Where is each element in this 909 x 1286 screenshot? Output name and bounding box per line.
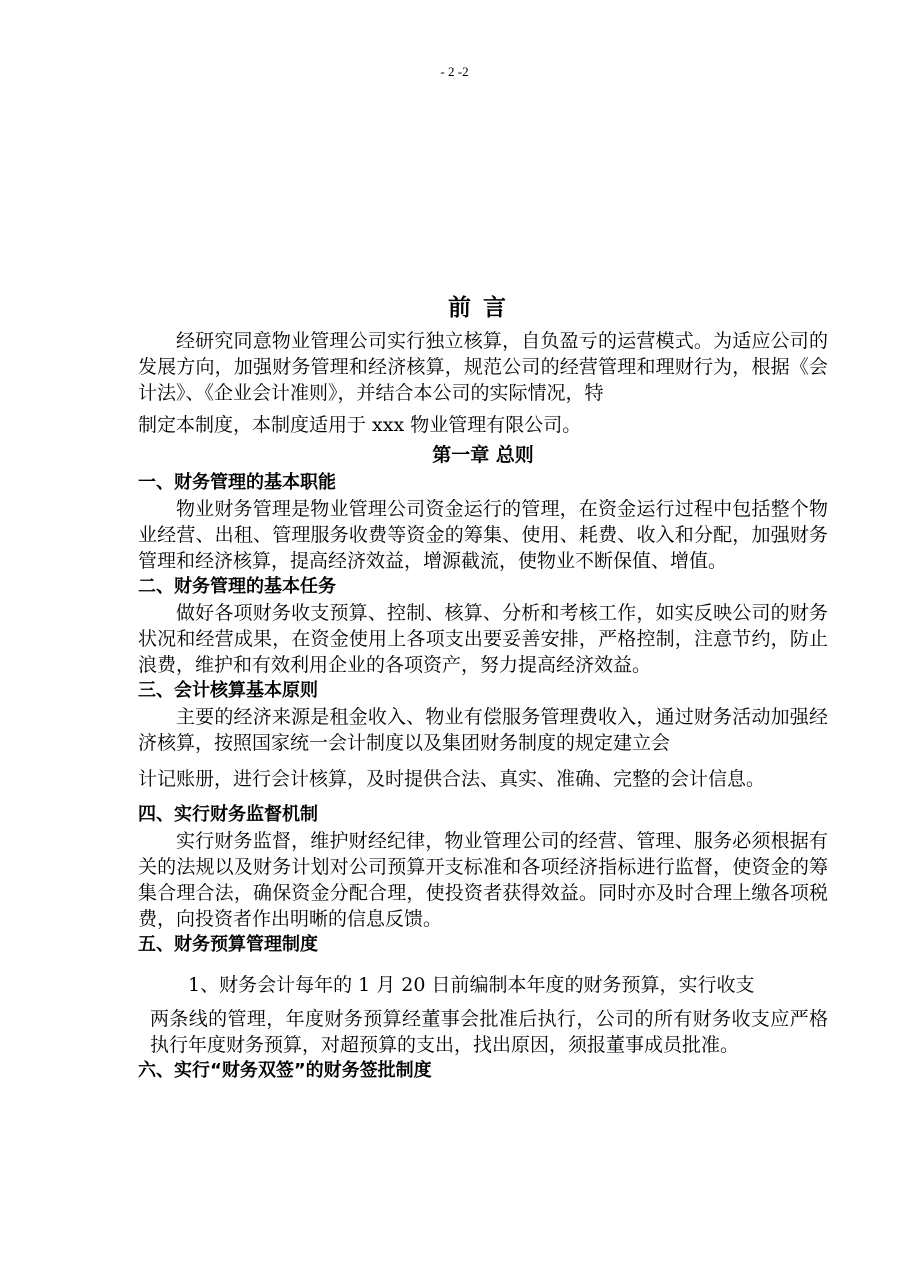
section-body-4: 实行财务监督，维护财经纪律，物业管理公司的经营、管理、服务必须根据有关的法规以及财务计划对公司预算开支标准和各项经济指标进行监督，使资金的筹集合理合法，确保资金分配合理，使投资者获得效益。同时亦及时合理上缴各项税费，向投资者作出明晰的信息反馈。 <box>138 830 828 930</box>
section-body-5-rest: 两条线的管理，年度财务预算经董事会批准后执行，公司的所有财务收支应严格执行年度财务预算，对超预算的支出，找出原因，须报董事成员批准。 <box>150 1008 828 1056</box>
page-number: - 2 -2 <box>440 64 469 79</box>
section-body-3: 主要的经济来源是租金收入、物业有偿服务管理费收入，通过财务活动加强经济核算，按照国家统一会计制度以及集团财务制度的规定建立会 <box>138 706 828 754</box>
section-heading-2: 二、财务管理的基本任务 <box>138 576 336 597</box>
section-heading-4: 四、实行财务监督机制 <box>138 804 318 825</box>
section-body-3-cont: 计记账册，进行会计核算，及时提供合法、真实、准确、完整的会计信息。 <box>138 768 766 790</box>
preface-paragraph-cont: 制定本制度，本制度适用于 xxx 物业管理有限公司。 <box>138 414 582 436</box>
document-body <box>138 292 828 1084</box>
section-body-5-first: 1、财务会计每年的 1 月 20 日前编制本年度的财务预算，实行收支 <box>188 974 755 996</box>
section-heading-1: 一、财务管理的基本职能 <box>138 472 336 493</box>
section-body-2: 做好各项财务收支预算、控制、核算、分析和考核工作，如实反映公司的财务状况和经营成果，在资金使用上各项支出要妥善安排，严格控制，注意节约，防止浪费，维护和有效利用企业的各项资产，努力提高经济效益。 <box>138 602 828 676</box>
preface-title: 前言 <box>448 294 518 321</box>
section-heading-5: 五、财务预算管理制度 <box>138 934 318 955</box>
preface-paragraph: 经研究同意物业管理公司实行独立核算，自负盈亏的运营模式。为适应公司的发展方向，加强财务管理和经济核算，规范公司的经营管理和理财行为，根据《会计法》、《企业会计准则》，并结合本公司的实际情况，特 <box>138 330 828 404</box>
section-heading-3: 三、会计核算基本原则 <box>138 680 318 701</box>
section-body-1: 物业财务管理是物业管理公司资金运行的管理，在资金运行过程中包括整个物业经营、出租、管理服务收费等资金的筹集、使用、耗费、收入和分配，加强财务管理和经济核算，提高经济效益，增源截流，使物业不断保值、增值。 <box>138 498 828 572</box>
section-heading-6: 六、实行“财务双签”的财务签批制度 <box>138 1060 432 1081</box>
chapter-title: 第一章 总则 <box>432 444 534 466</box>
